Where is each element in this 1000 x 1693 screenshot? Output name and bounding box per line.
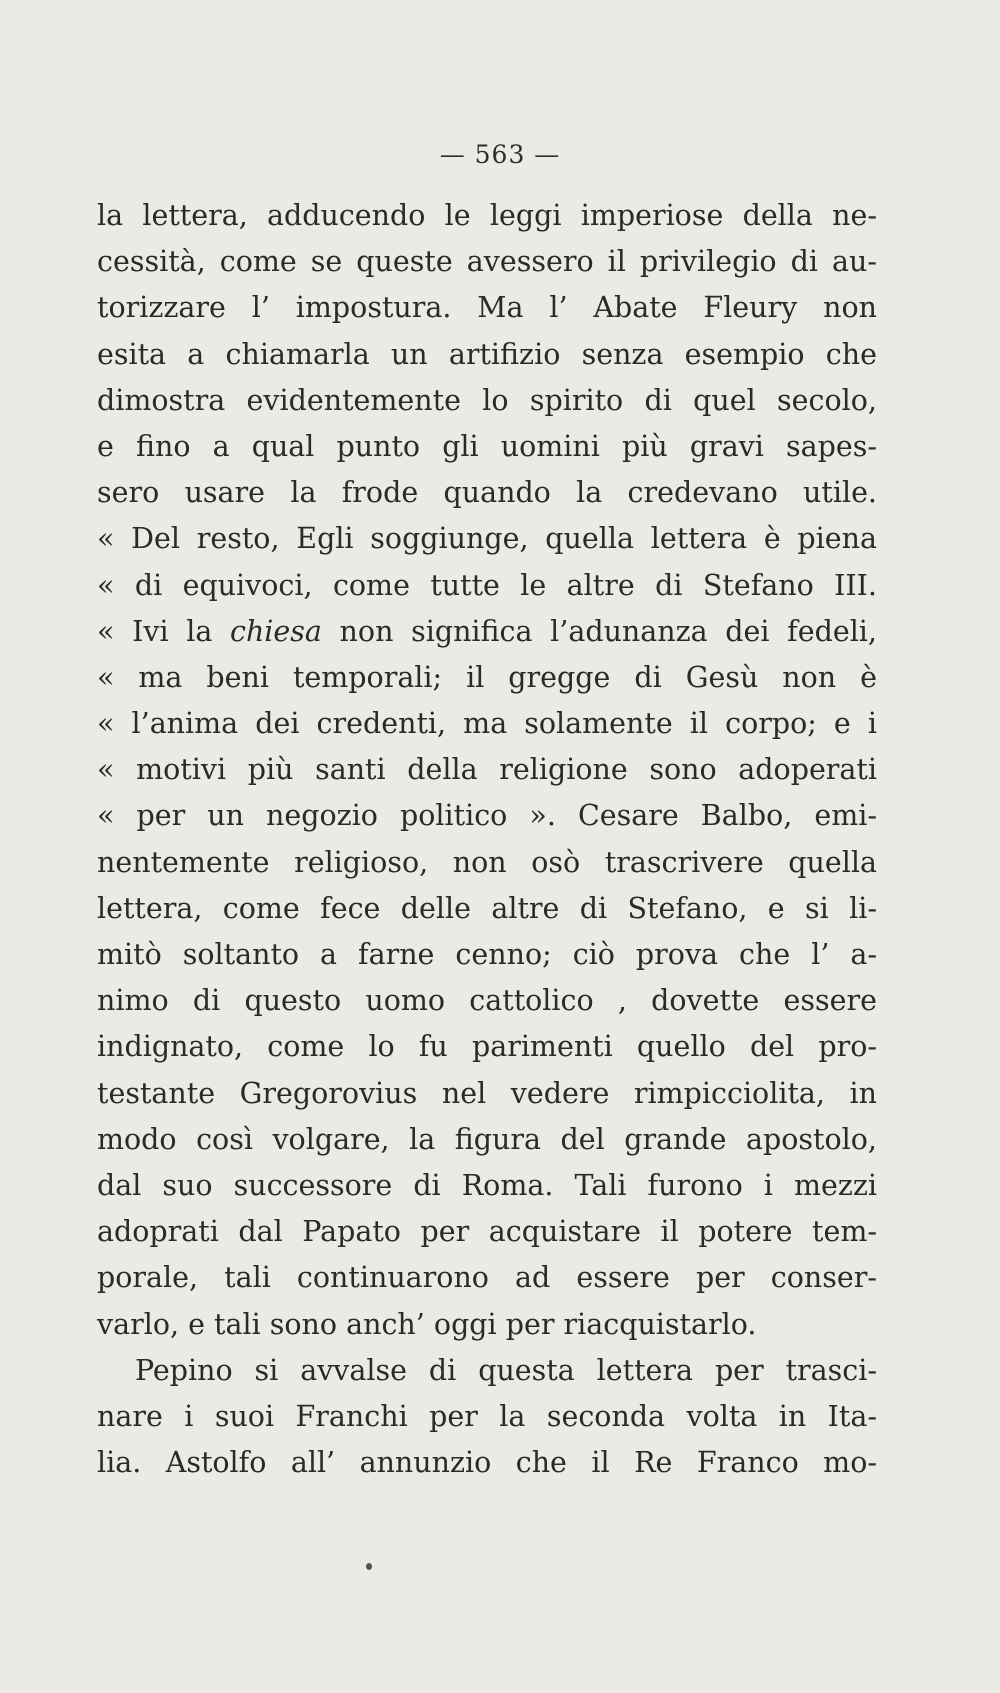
text-line: dimostra evidentemente lo spirito di quel secolo, <box>97 383 877 417</box>
text-line: la lettera, adducendo le leggi imperiose della ne- <box>97 199 877 232</box>
italic-word: chiesa <box>229 614 322 648</box>
text-line: indignato, come lo fu parimenti quello del pro- <box>97 1030 877 1064</box>
text-line: mitò soltanto a farne cenno; ciò prova che l’ a- <box>97 938 877 971</box>
body-text <box>97 193 877 1486</box>
text-line: esita a chiamarla un artifizio senza esempio che <box>97 337 877 371</box>
text-line: modo così volgare, la figura del grande apostolo, <box>97 1122 877 1156</box>
text-line: « per un negozio politico ». Cesare Balbo, emi- <box>97 799 877 833</box>
text-line: e fino a qual punto gli uomini più gravi sapes- <box>97 429 877 463</box>
text-line: nare i suoi Franchi per la seconda volta in Ita- <box>97 1399 877 1433</box>
text-line: « ma beni temporali; il gregge di Gesù non è <box>97 660 877 694</box>
text-line: nimo di questo uomo cattolico , dovette essere <box>97 984 877 1018</box>
text-line: dal suo successore di Roma. Tali furono i mezzi <box>97 1168 877 1202</box>
text-fragment: non significa l’adunanza dei fedeli, <box>321 614 877 648</box>
page-number: — 563 — <box>439 140 561 169</box>
text-line: porale, tali continuarono ad essere per conser- <box>97 1261 877 1295</box>
text-line: « l’anima dei credenti, ma solamente il corpo; e i <box>97 707 877 741</box>
text-line: lettera, come fece delle altre di Stefano, e si li- <box>97 891 877 925</box>
ink-speck <box>366 1563 372 1570</box>
text-line: nentemente religioso, non osò trascrivere quella <box>97 845 877 879</box>
text-line: sero usare la frode quando la credevano utile. <box>97 476 877 510</box>
text-line: Pepino si avvalse di questa lettera per trasci- <box>135 1353 877 1387</box>
text-line <box>97 609 877 655</box>
text-line: varlo, e tali sono anch’ oggi per riacquistarlo. <box>97 1307 757 1341</box>
text-line: lia. Astolfo all’ annunzio che il Re Franco mo- <box>97 1446 877 1480</box>
text-line: torizzare l’ impostura. Ma l’ Abate Fleury non <box>97 291 877 325</box>
text-line: testante Gregorovius nel vedere rimpicciolita, in <box>97 1076 877 1110</box>
text-line: « Del resto, Egli soggiunge, quella lettera è piena <box>97 522 877 556</box>
text-line: adoprati dal Papato per acquistare il potere tem- <box>97 1215 877 1249</box>
text-line: « motivi più santi della religione sono adoperati <box>97 753 877 787</box>
text-fragment: « Ivi la <box>97 614 230 648</box>
text-line: cessità, come se queste avessero il privilegio di au- <box>97 245 877 279</box>
text-line: « di equivoci, come tutte le altre di Stefano III. <box>97 568 877 602</box>
